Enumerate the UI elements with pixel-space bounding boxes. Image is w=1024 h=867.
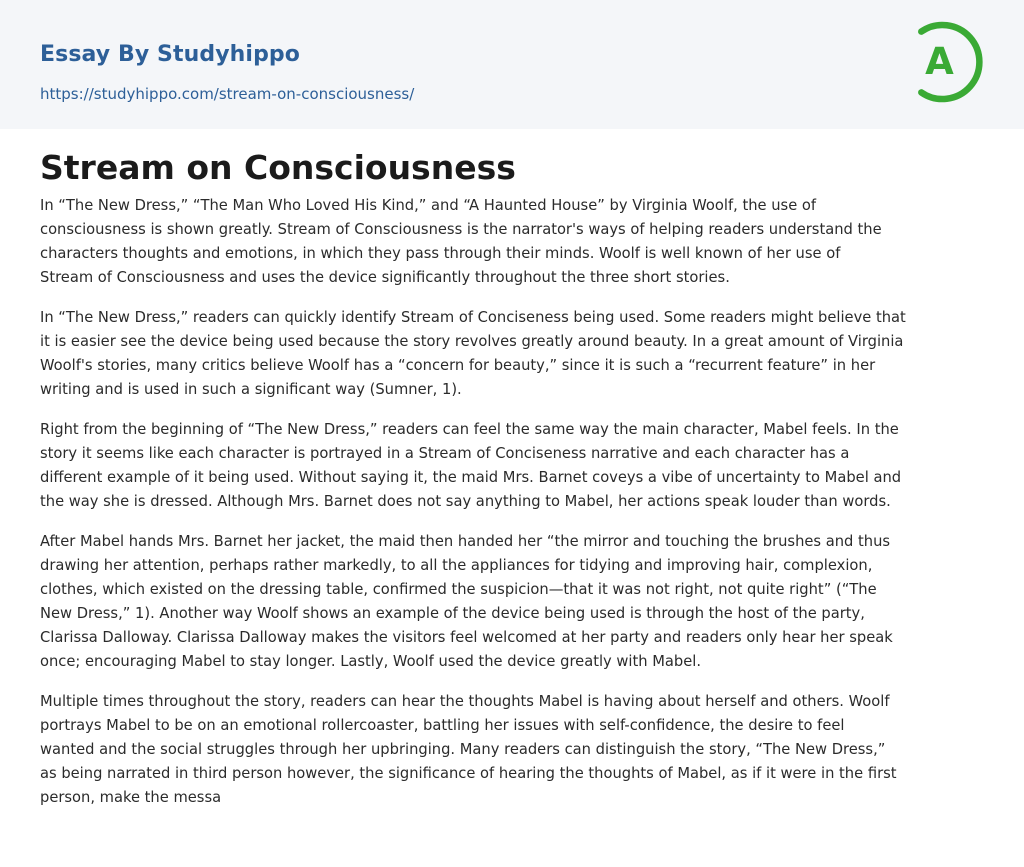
paragraph-line: Woolf's stories, many critics believe Woolf has a “concern for beauty,” since it is such a “recurrent feature” in her [40,357,876,374]
article-body [40,194,987,826]
brand-title[interactable]: Essay By Studyhippo [40,42,300,67]
article-url-link[interactable]: https://studyhippo.com/stream-on-consciousness/ [40,85,415,103]
paragraph-line: In “The New Dress,” readers can quickly identify Stream of Conciseness being used. Some readers might believe that [40,309,906,326]
paragraph-line: drawing her attention, perhaps rather markedly, to all the appliances for tidying and improving hair, complexion, [40,557,873,574]
paragraph-line: characters thoughts and emotions, in which they pass through their minds. Woolf is well known of her use of [40,245,841,262]
article-paragraph [40,306,987,402]
paragraph-line: clothes, which existed on the dressing table, confirmed the suspicion—that it was not right, not quite right” (“The [40,581,877,598]
studyhippo-logo-icon[interactable] [912,19,986,105]
paragraph-line: story it seems like each character is portrayed in a Stream of Conciseness narrative and each character has a [40,445,850,462]
paragraph-line: After Mabel hands Mrs. Barnet her jacket, the maid then handed her “the mirror and touching the brushes and thus [40,533,891,550]
paragraph-line: consciousness is shown greatly. Stream of Consciousness is the narrator's ways of helping readers understand the [40,221,882,238]
page-title: Stream on Consciousness [40,148,516,187]
paragraph-line: In “The New Dress,” “The Man Who Loved His Kind,” and “A Haunted House” by Virginia Woolf, the use of [40,197,817,214]
article-paragraph [40,530,987,674]
paragraph-line: as being narrated in third person however, the significance of hearing the thoughts of Mabel, as if it were in the first [40,765,897,782]
paragraph-line: Multiple times throughout the story, readers can hear the thoughts Mabel is having about herself and others. Woolf [40,693,890,710]
logo-letter: A [925,40,954,83]
article-paragraph [40,418,987,514]
paragraph-line: it is easier see the device being used because the story revolves greatly around beauty. In a great amount of Virginia [40,333,904,350]
paragraph-line: Stream of Consciousness and uses the device significantly throughout the three short stories. [40,269,730,286]
paragraph-line: once; encouraging Mabel to stay longer. Lastly, Woolf used the device greatly with Mabel. [40,653,702,670]
paragraph-line: Right from the beginning of “The New Dress,” readers can feel the same way the main character, Mabel feels. In the [40,421,899,438]
paragraph-line: portrays Mabel to be on an emotional rollercoaster, battling her issues with self-confidence, the desire to feel [40,717,845,734]
paragraph-line: person, make the messa [40,789,222,806]
paragraph-line: wanted and the social struggles through her upbringing. Many readers can distinguish the story, “The New Dress,” [40,741,886,758]
article-paragraph [40,194,987,290]
paragraph-line: different example of it being used. Without saying it, the maid Mrs. Barnet coveys a vibe of uncertainty to Mabel and [40,469,902,486]
site-header [0,0,1024,129]
paragraph-line: writing and is used in such a significant way (Sumner, 1). [40,381,462,398]
paragraph-line: the way she is dressed. Although Mrs. Barnet does not say anything to Mabel, her actions speak louder than words. [40,493,891,510]
article-paragraph [40,690,987,810]
paragraph-line: New Dress,” 1). Another way Woolf shows an example of the device being used is through the host of the party, [40,605,865,622]
paragraph-line: Clarissa Dalloway. Clarissa Dalloway makes the visitors feel welcomed at her party and readers only hear her speak [40,629,893,646]
